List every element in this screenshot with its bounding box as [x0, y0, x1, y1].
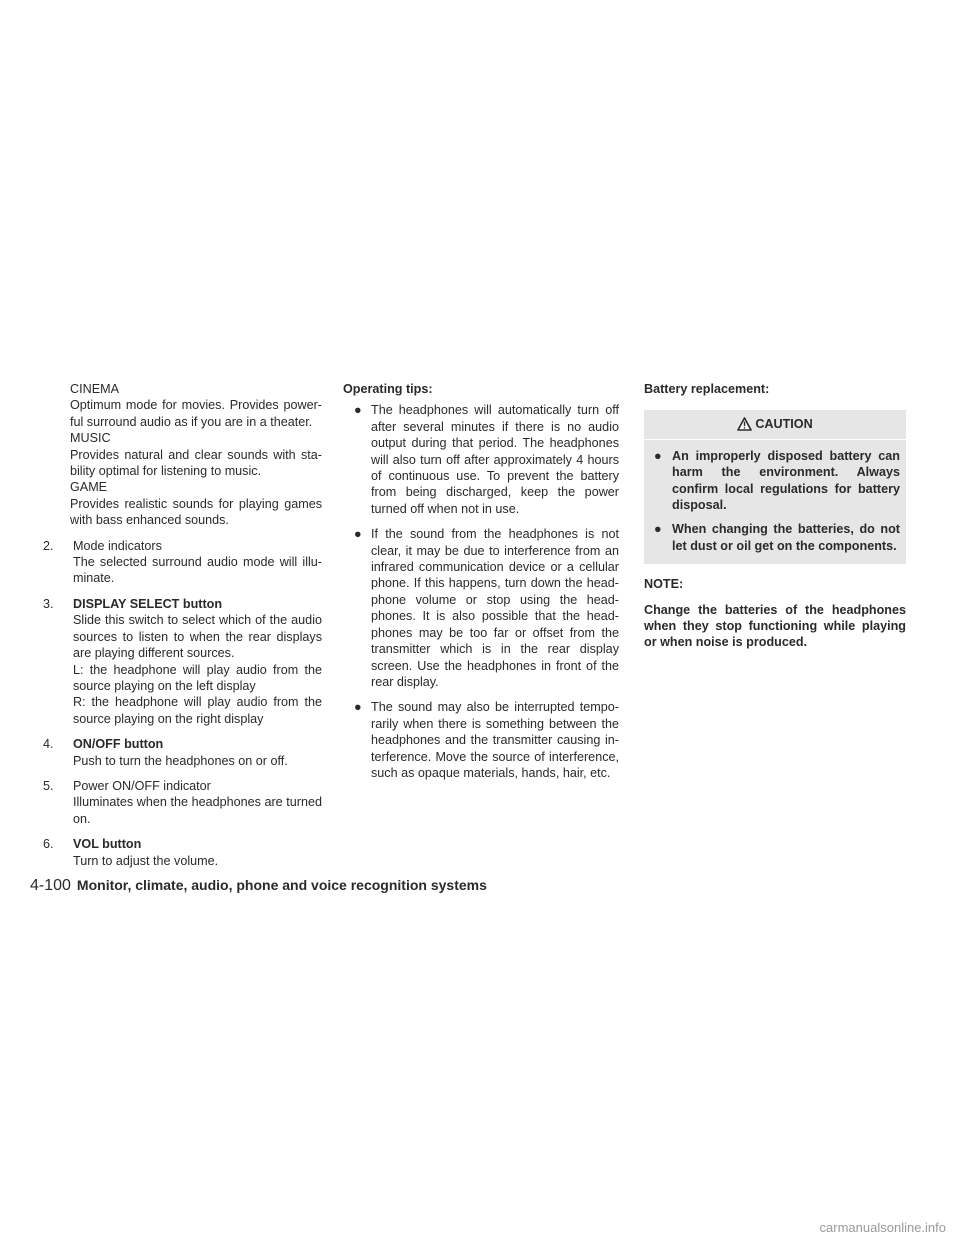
mode-description: Provides natural and clear sounds with sta-bility optimal for listening to music. [70, 447, 322, 479]
item-title: VOL button [73, 837, 142, 852]
bullet-text: The sound may also be interrupted tempo-rarily when there is something between the headphones and the transmitter causing in-terference. Move the source of interference, such as opaque materials, hands, hair, etc. [371, 700, 619, 780]
item-title: Mode indicators [73, 538, 162, 553]
list-item [30, 596, 322, 727]
list-item [30, 538, 322, 587]
bullet-text: If the sound from the headphones is not clear, it may be due to interference from an infrared communication device or a cellular phone. If this happens, turn down the head-phone volume or stop using the head-phones. It is also possible that the head-phones may be too far or offset from the transmitter which is in the rear display screen. Use the headphones in front of the rear display. [371, 527, 619, 689]
bullet-icon: ● [354, 700, 362, 715]
note-text: Change the batteries of the headphones when they stop functioning while playing or when noise is produced. [644, 602, 906, 650]
mode-name: CINEMA [70, 382, 119, 396]
item-text: Illuminates when the headphones are turned on. [73, 795, 322, 826]
list-item [343, 526, 619, 690]
note-heading: NOTE: [644, 577, 684, 592]
caution-header [644, 410, 906, 439]
list-item [343, 699, 619, 781]
section-title: Monitor, climate, audio, phone and voice recognition systems [76, 877, 487, 893]
mode-description: Optimum mode for movies. Provides power-ful surround audio as if you are in a theater. [70, 398, 322, 429]
item-number: 2. [43, 538, 54, 553]
item-text: L: the headphone will play audio from the source playing on the left display [73, 662, 322, 693]
item-title: DISPLAY SELECT button [73, 596, 223, 611]
caution-text: When changing the batteries, do not let dust or oil get on the components. [672, 522, 900, 553]
surround-modes [30, 381, 322, 529]
section-heading: Operating tips: [343, 382, 433, 396]
list-item [30, 736, 322, 769]
item-text: R: the headphone will play audio from the source playing on the right display [73, 695, 322, 726]
mode-description: Provides realistic sounds for playing games with bass enhanced sounds. [70, 496, 322, 528]
bullet-icon: ● [354, 403, 362, 418]
middle-column [343, 381, 619, 781]
bullet-icon: ● [354, 527, 362, 542]
list-item [30, 778, 322, 827]
caution-box [644, 410, 906, 564]
section-heading: Battery replacement: [644, 382, 770, 396]
item-number: 3. [43, 596, 54, 611]
caution-text: An improperly disposed battery can harm the environment. Always confirm local regulations for battery disposal. [672, 448, 900, 513]
item-number: 6. [43, 837, 54, 852]
item-title: ON/OFF button [73, 737, 164, 752]
list-item [343, 402, 619, 517]
bullet-icon: ● [654, 522, 662, 537]
item-number: 5. [43, 778, 54, 793]
page-footer [30, 877, 487, 894]
mode-name: GAME [70, 480, 108, 495]
list-item [650, 521, 900, 554]
bullet-text: The headphones will automatically turn off after several minutes if there is no audio output during that period. The headphones will also turn off after approximately 4 hours of continuous use. To prevent the battery from being discharged, keep the power turned off when not in use. [371, 403, 619, 516]
item-text: The selected surround audio mode will illu-minate. [73, 555, 322, 586]
watermark: carmanualsonline.info [819, 1220, 946, 1235]
item-text: Slide this switch to select which of the audio sources to listen to when the rear displays are playing different sources. [73, 613, 322, 661]
bullet-icon: ● [654, 448, 662, 463]
item-text: Push to turn the headphones on or off. [73, 753, 288, 768]
item-number: 4. [43, 737, 54, 752]
item-title: Power ON/OFF indicator [73, 778, 211, 793]
mode-name: MUSIC [70, 431, 111, 446]
caution-title: CAUTION [755, 417, 813, 432]
left-column [30, 381, 322, 869]
item-text: Turn to adjust the volume. [73, 853, 219, 868]
list-item [30, 836, 322, 869]
page-number: 4-100 [30, 877, 71, 894]
list-item [650, 448, 900, 514]
right-column [644, 381, 906, 651]
warning-triangle-icon [737, 417, 752, 431]
